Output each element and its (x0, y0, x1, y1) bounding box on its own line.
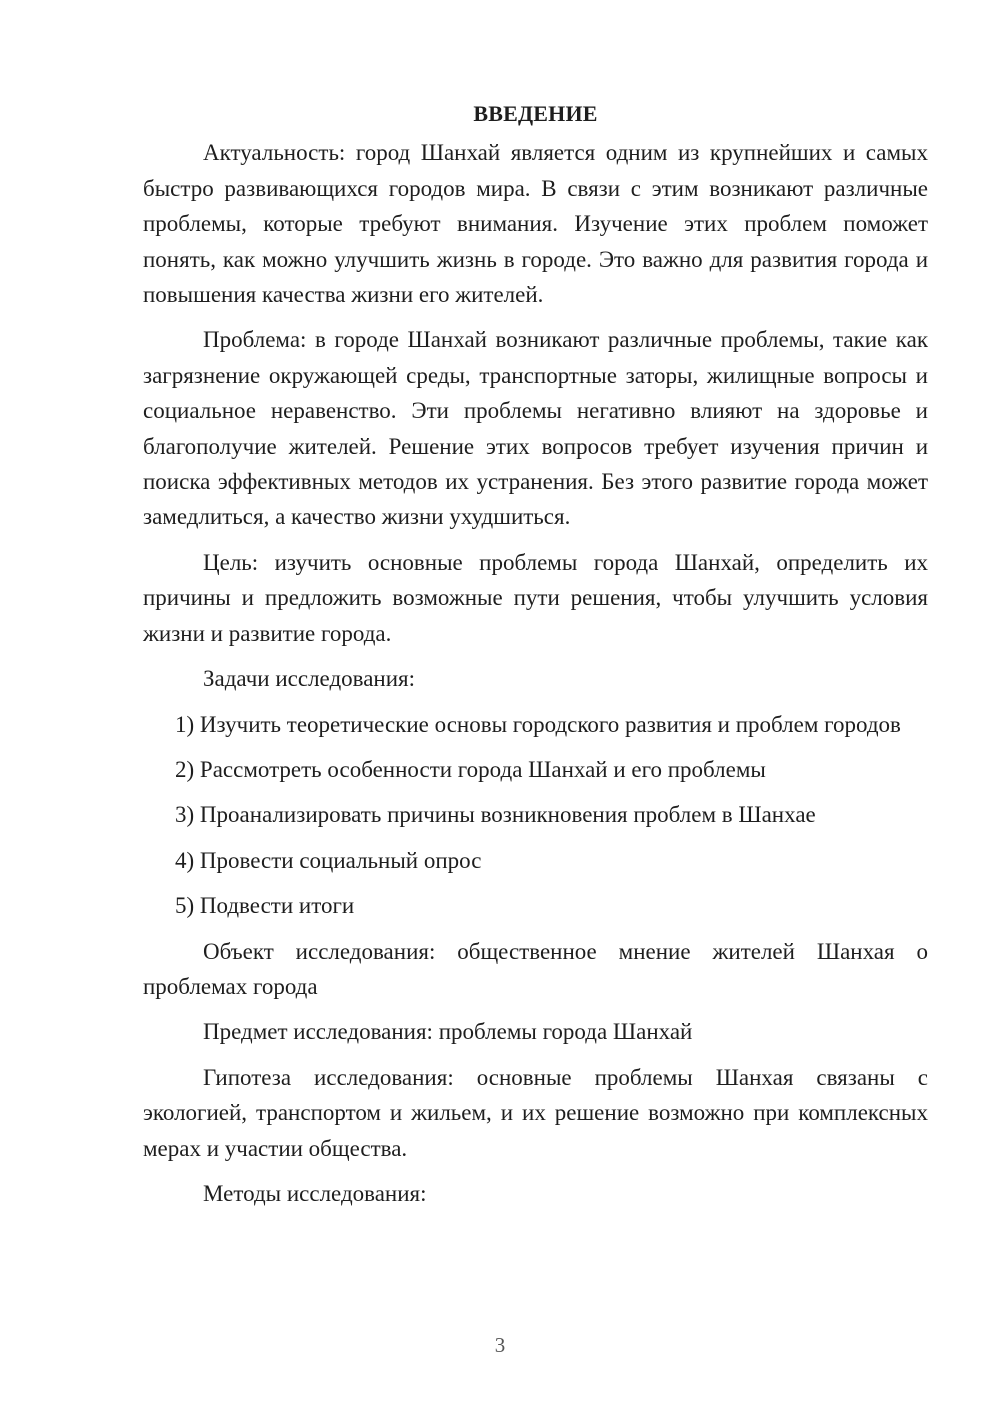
relevance-paragraph: Актуальность: город Шанхай является одним из крупнейших и самых быстро развивающихся городов мира. В связи с этим возникают различные проблемы, которые требуют внимания. Изучение этих проблем поможет понять, как можно улучшить жизнь в городе. Это важно для развития города и повышения качества жизни его жителей. (143, 140, 928, 308)
methods-heading: Методы исследования: (203, 1180, 427, 1206)
page-number: 3 (494, 1333, 506, 1357)
task-item-3: 3) Проанализировать причины возникновения проблем в Шанхае (175, 802, 816, 828)
task-item-4: 4) Провести социальный опрос (175, 847, 482, 873)
problem-paragraph: Проблема: в городе Шанхай возникают различные проблемы, такие как загрязнение окружающей среды, транспортные заторы, жилищные вопросы и социальное неравенство. Эти проблемы негативно влияют на здоровье и благополучие жителей. Решение этих вопросов требует изучения причин и поиска эффективных методов их устранения. Без этого развитие города может замедлиться, а качество жизни ухудшиться. (143, 327, 928, 530)
task-item-2: 2) Рассмотреть особенности города Шанхай и его проблемы (175, 756, 766, 782)
page-title: ВВЕДЕНИЕ (473, 101, 598, 126)
tasks-heading: Задачи исследования: (203, 666, 416, 692)
task-item-5: 5) Подвести итоги (175, 893, 355, 919)
object-paragraph: Объект исследования: общественное мнение жителей Шанхая о проблемах города (143, 938, 928, 999)
subject-paragraph: Предмет исследования: проблемы города Шанхай (203, 1019, 693, 1045)
task-item-1: 1) Изучить теоретические основы городского развития и проблем городов (175, 711, 901, 737)
page-body (143, 96, 928, 1221)
tasks-list (143, 707, 928, 924)
hypothesis-paragraph: Гипотеза исследования: основные проблемы Шанхая связаны с экологией, транспортом и жильем, и их решение возможно при комплексных мерах и участии общества. (143, 1064, 928, 1161)
goal-paragraph: Цель: изучить основные проблемы города Шанхай, определить их причины и предложить возможные пути решения, чтобы улучшить условия жизни и развитие города. (143, 549, 928, 646)
